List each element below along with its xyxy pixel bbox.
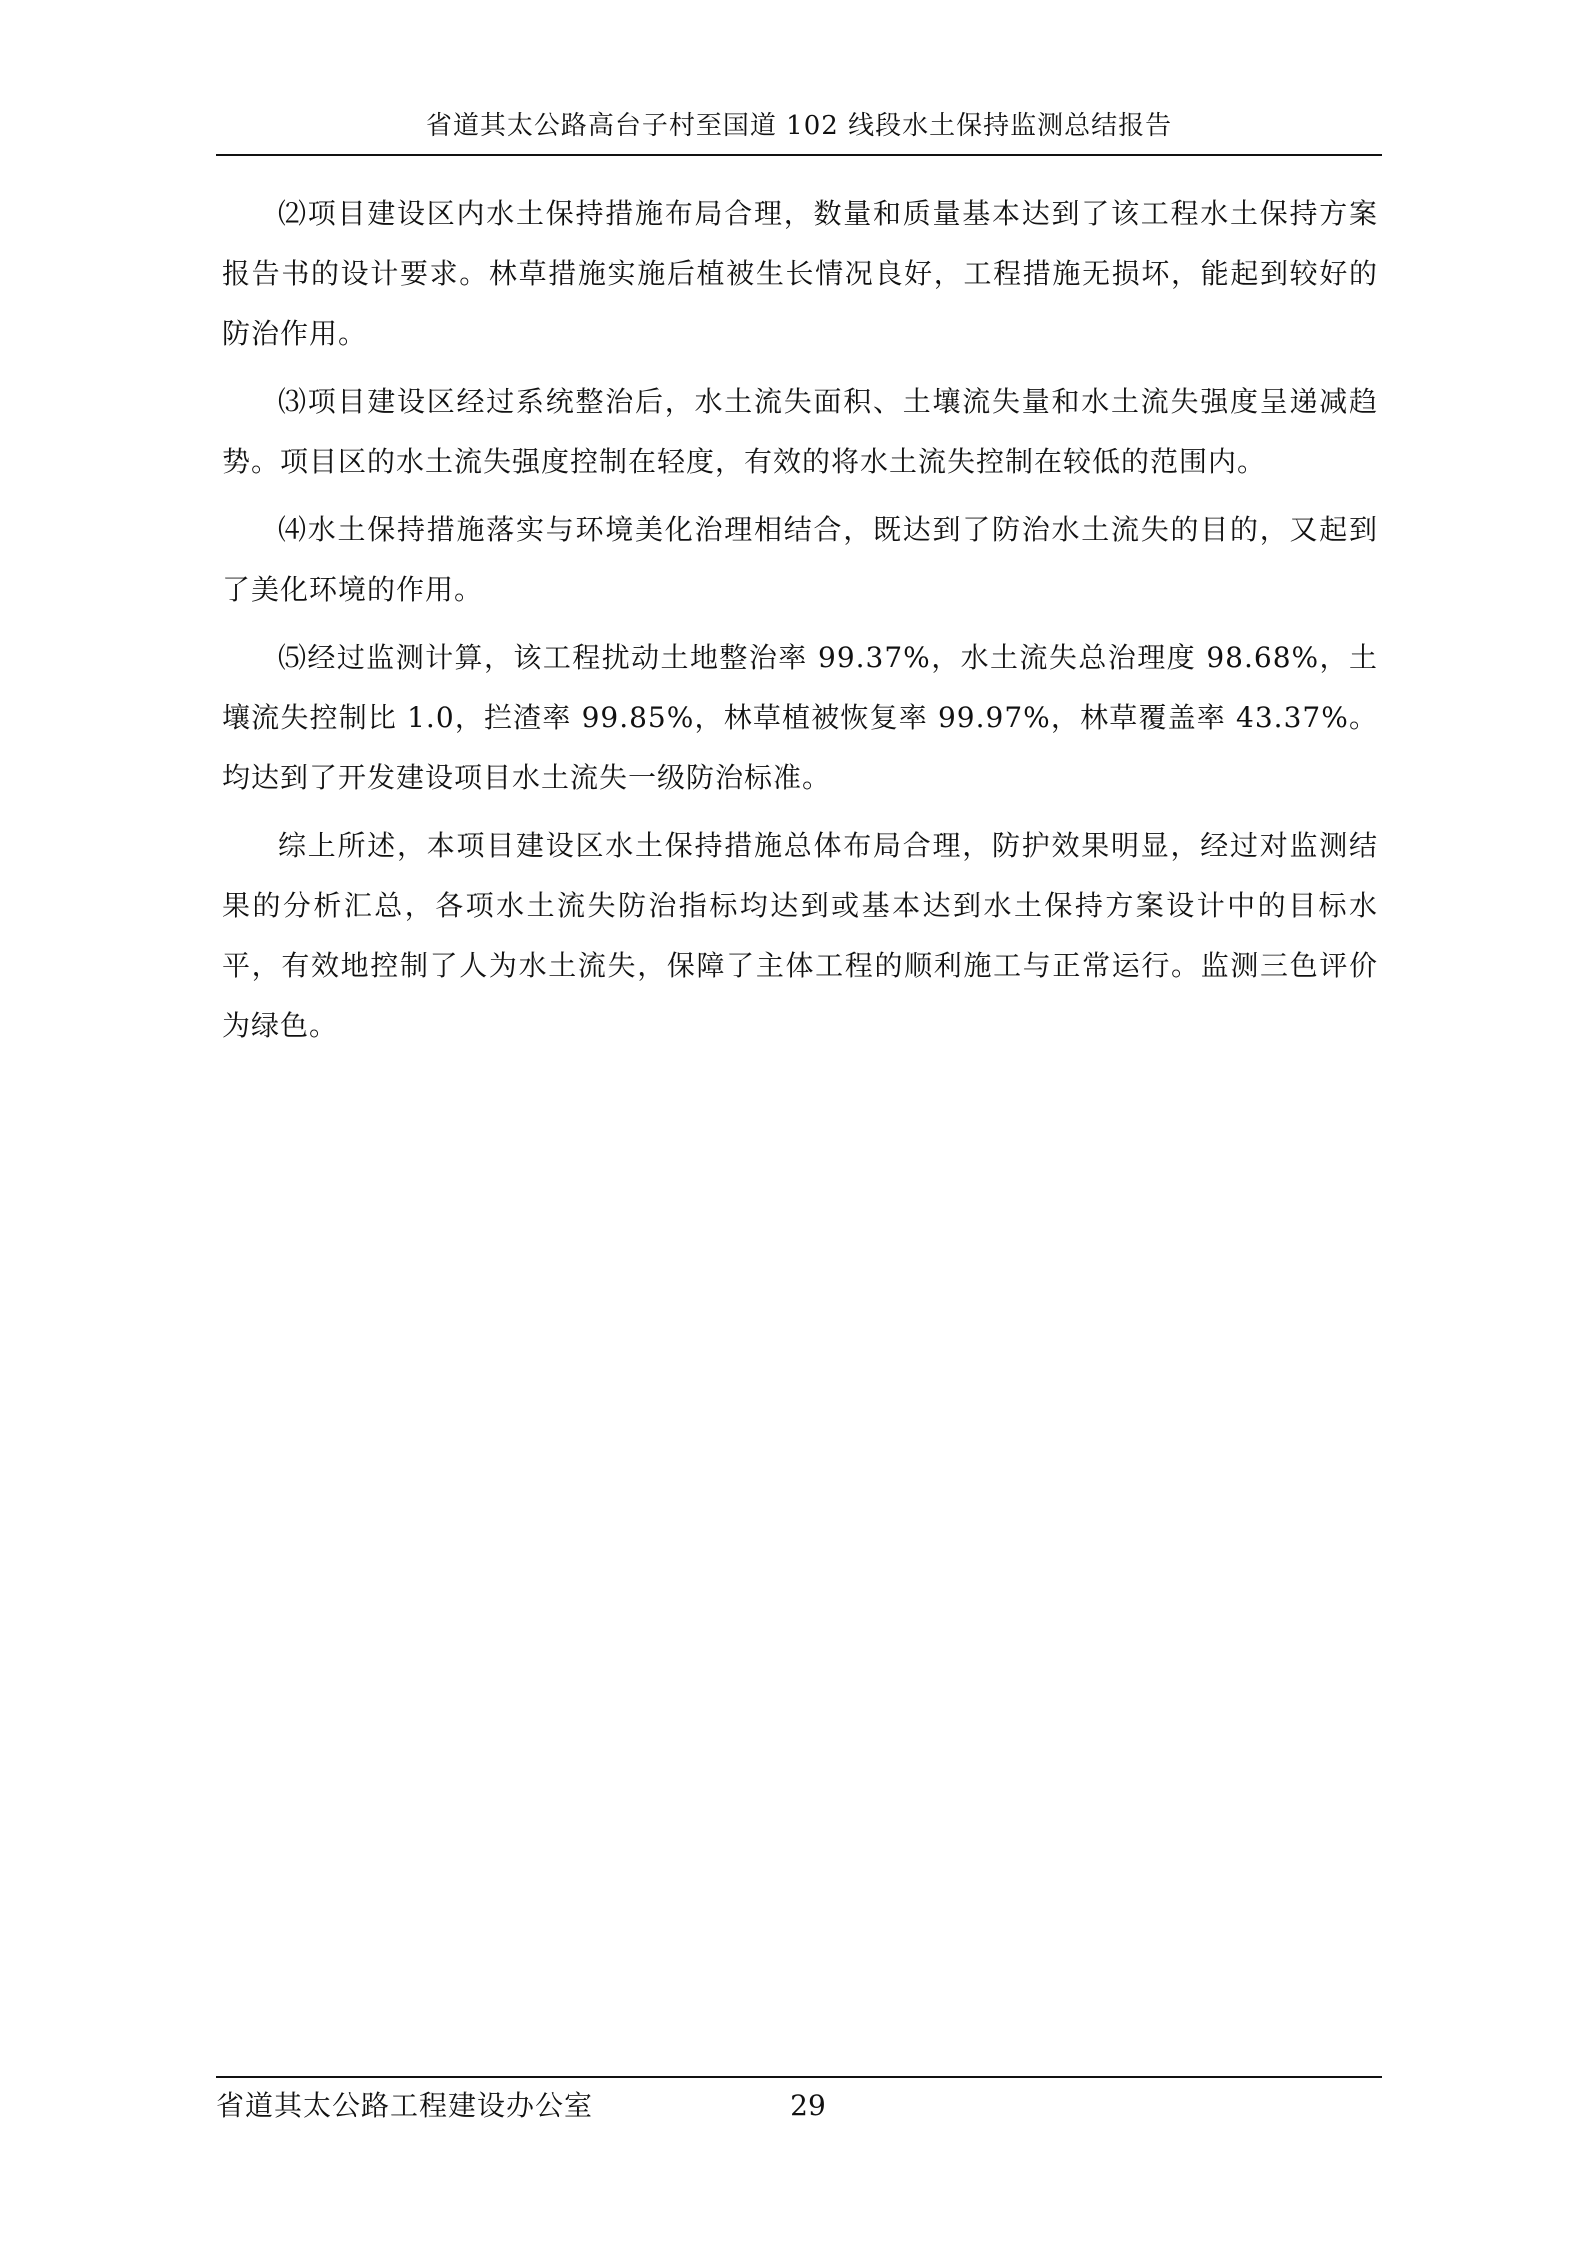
document-body xyxy=(222,184,1378,1064)
paragraph-summary: 综上所述，本项目建设区水土保持措施总体布局合理，防护效果明显，经过对监测结果的分析汇总，各项水土流失防治指标均达到或基本达到水土保持方案设计中的目标水平，有效地控制了人为水土流失，保障了主体工程的顺利施工与正常运行。监测三色评价为绿色。 xyxy=(222,829,1378,1042)
paragraph-conclusion-4: ⑷水土保持措施落实与环境美化治理相结合，既达到了防治水土流失的目的，又起到了美化环境的作用。 xyxy=(222,513,1378,606)
paragraph-conclusion-5: ⑸经过监测计算，该工程扰动土地整治率 99.37%，水土流失总治理度 98.68%，土壤流失控制比 1.0，拦渣率 99.85%，林草植被恢复率 99.97%，林草覆盖率 43.37%。均达到了开发建设项目水土流失一级防治标准。 xyxy=(222,641,1378,794)
footer-organization: 省道其太公路工程建设办公室 xyxy=(216,2089,594,2122)
page-number: 29 xyxy=(790,2089,826,2122)
footer-divider xyxy=(216,2076,1382,2078)
paragraph-conclusion-3: ⑶项目建设区经过系统整治后，水土流失面积、土壤流失量和水土流失强度呈递减趋势。项目区的水土流失强度控制在轻度，有效的将水土流失控制在较低的范围内。 xyxy=(222,385,1378,478)
running-header: 省道其太公路高台子村至国道 102 线段水土保持监测总结报告 xyxy=(425,111,1173,141)
paragraph-conclusion-2: ⑵项目建设区内水土保持措施布局合理，数量和质量基本达到了该工程水土保持方案报告书的设计要求。林草措施实施后植被生长情况良好，工程措施无损坏，能起到较好的防治作用。 xyxy=(222,197,1378,350)
header-divider xyxy=(216,154,1382,156)
